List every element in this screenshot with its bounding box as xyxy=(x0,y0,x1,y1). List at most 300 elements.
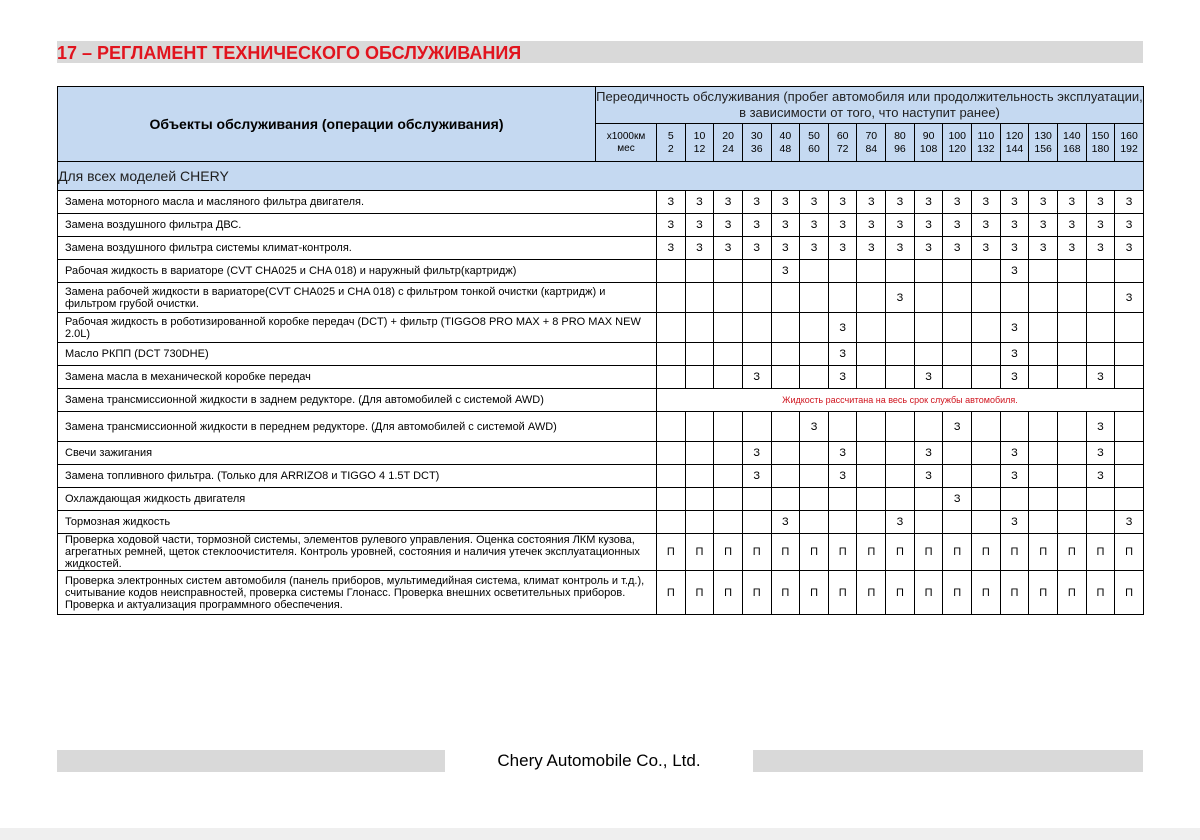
interval-cell xyxy=(800,465,829,488)
interval-km: 140 xyxy=(1063,129,1081,142)
interval-cell: П xyxy=(657,571,686,615)
interval-cell xyxy=(1000,412,1029,442)
interval-cell: З xyxy=(914,465,943,488)
interval-cell: З xyxy=(685,191,714,214)
interval-cell xyxy=(771,488,800,511)
interval-cell: З xyxy=(771,237,800,260)
interval-cell: З xyxy=(1000,260,1029,283)
unit-header xyxy=(596,124,657,162)
interval-cell xyxy=(742,511,771,534)
interval-header xyxy=(1057,124,1086,162)
interval-cell xyxy=(1029,343,1058,366)
interval-km: 20 xyxy=(722,129,734,142)
interval-cell xyxy=(972,511,1001,534)
interval-cell: З xyxy=(742,191,771,214)
interval-cell xyxy=(657,366,686,389)
table-row xyxy=(58,571,1144,615)
interval-cell xyxy=(1029,283,1058,313)
interval-header xyxy=(771,124,800,162)
interval-cell xyxy=(1000,488,1029,511)
interval-cell xyxy=(886,442,915,465)
interval-cell: З xyxy=(914,366,943,389)
interval-cell: П xyxy=(657,534,686,571)
interval-cell xyxy=(857,488,886,511)
interval-month: 120 xyxy=(948,142,966,155)
operation-label: Замена моторного масла и масляного фильтра двигателя. xyxy=(58,191,657,214)
interval-header xyxy=(972,124,1001,162)
interval-cell xyxy=(886,343,915,366)
interval-cell xyxy=(685,412,714,442)
interval-cell: П xyxy=(1000,534,1029,571)
interval-cell: З xyxy=(857,214,886,237)
interval-cell xyxy=(657,511,686,534)
interval-cell xyxy=(1115,442,1144,465)
interval-cell xyxy=(1086,511,1115,534)
operation-label: Рабочая жидкость в вариаторе (CVT CHA025 и CHA 018) и наружный фильтр(картридж) xyxy=(58,260,657,283)
interval-km: 70 xyxy=(865,129,878,142)
interval-cell xyxy=(1057,313,1086,343)
table-row xyxy=(58,511,1144,534)
interval-cell: П xyxy=(1029,571,1058,615)
interval-cell xyxy=(771,343,800,366)
interval-cell: З xyxy=(714,214,743,237)
interval-cell: П xyxy=(886,534,915,571)
interval-cell: З xyxy=(742,366,771,389)
interval-cell xyxy=(943,366,972,389)
interval-cell: З xyxy=(914,237,943,260)
operation-label: Проверка ходовой части, тормозной системы, элементов рулевого управления. Оценка состояния ЛКМ кузова, агрегатных ремней, щеток стеклоочистителя. Контроль уровней, состояния и наличия утечек эксплуатационных жидкостей. xyxy=(58,534,657,571)
interval-cell xyxy=(771,465,800,488)
interval-cell xyxy=(1057,488,1086,511)
interval-cell: З xyxy=(943,214,972,237)
table-row xyxy=(58,260,1144,283)
interval-month: 24 xyxy=(722,142,734,155)
interval-cell xyxy=(857,366,886,389)
interval-cell xyxy=(714,313,743,343)
interval-cell xyxy=(1086,313,1115,343)
interval-cell: З xyxy=(1115,191,1144,214)
interval-cell xyxy=(657,343,686,366)
page-title: 17 – РЕГЛАМЕНТ ТЕХНИЧЕСКОГО ОБСЛУЖИВАНИЯ xyxy=(57,43,522,63)
interval-cell: П xyxy=(742,571,771,615)
interval-cell xyxy=(1086,283,1115,313)
interval-km: 90 xyxy=(922,129,935,142)
interval-cell: З xyxy=(1115,283,1144,313)
interval-cell xyxy=(685,465,714,488)
interval-cell xyxy=(886,313,915,343)
interval-cell: П xyxy=(714,534,743,571)
interval-header xyxy=(943,124,972,162)
table-row xyxy=(58,442,1144,465)
table-row xyxy=(58,237,1144,260)
interval-cell xyxy=(771,283,800,313)
interval-cell xyxy=(771,366,800,389)
interval-cell: З xyxy=(828,465,857,488)
interval-km: 120 xyxy=(1005,129,1024,142)
interval-cell: П xyxy=(828,571,857,615)
interval-cell: З xyxy=(714,237,743,260)
table-row xyxy=(58,214,1144,237)
interval-cell: З xyxy=(742,237,771,260)
table-row xyxy=(58,389,1144,412)
table-row xyxy=(58,465,1144,488)
interval-cell: З xyxy=(828,366,857,389)
interval-cell: П xyxy=(828,534,857,571)
interval-cell xyxy=(742,313,771,343)
interval-cell xyxy=(886,366,915,389)
interval-cell xyxy=(972,412,1001,442)
interval-cell: З xyxy=(771,260,800,283)
interval-cell xyxy=(1057,260,1086,283)
interval-cell: П xyxy=(943,571,972,615)
interval-cell xyxy=(1057,511,1086,534)
interval-cell: З xyxy=(657,237,686,260)
interval-km: 60 xyxy=(836,129,849,142)
interval-cell: З xyxy=(800,412,829,442)
interval-cell: З xyxy=(886,191,915,214)
interval-cell xyxy=(972,465,1001,488)
interval-cell: З xyxy=(972,214,1001,237)
interval-km: 10 xyxy=(693,129,706,142)
interval-cell xyxy=(857,260,886,283)
table-row xyxy=(58,343,1144,366)
section-label: Для всех моделей CHERY xyxy=(58,162,1144,191)
operation-label: Замена воздушного фильтра ДВС. xyxy=(58,214,657,237)
unit-km: х1000км xyxy=(606,130,646,142)
interval-cell: З xyxy=(1086,214,1115,237)
interval-cell xyxy=(857,283,886,313)
interval-cell xyxy=(685,313,714,343)
interval-cell xyxy=(800,366,829,389)
interval-cell: З xyxy=(1057,237,1086,260)
interval-cell: П xyxy=(714,571,743,615)
interval-cell xyxy=(685,511,714,534)
interval-cell xyxy=(943,260,972,283)
interval-cell: З xyxy=(657,191,686,214)
interval-cell: З xyxy=(1115,237,1144,260)
interval-cell xyxy=(828,283,857,313)
interval-header xyxy=(1115,124,1144,162)
interval-cell xyxy=(1029,488,1058,511)
interval-cell xyxy=(742,283,771,313)
objects-header: Объекты обслуживания (операции обслуживания) xyxy=(58,87,596,162)
interval-header xyxy=(914,124,943,162)
interval-cell: З xyxy=(771,191,800,214)
operation-label: Проверка электронных систем автомобиля (панель приборов, мультимедийная система, климат контроль и т.д.), считывание кодов неисправностей, проверка системы Глонасс. Проверка внешних осветительных приборов. Проверка и актуализация программного обеспечения. xyxy=(58,571,657,615)
interval-month: 156 xyxy=(1034,142,1052,155)
lifetime-note: Жидкость рассчитана на весь срок службы автомобиля. xyxy=(657,389,1144,412)
interval-cell xyxy=(1029,412,1058,442)
operation-label: Масло РКПП (DCT 730DHE) xyxy=(58,343,657,366)
interval-cell xyxy=(857,412,886,442)
interval-month: 180 xyxy=(1091,142,1110,155)
interval-cell xyxy=(657,313,686,343)
operation-label: Замена рабочей жидкости в вариаторе(CVT CHA025 и CHA 018) с фильтром тонкой очистки (картридж) и фильтром грубой очистки. xyxy=(58,283,657,313)
interval-cell xyxy=(742,260,771,283)
interval-cell: З xyxy=(972,237,1001,260)
interval-cell xyxy=(1115,412,1144,442)
interval-cell: З xyxy=(1000,237,1029,260)
maintenance-table-body xyxy=(58,87,1144,615)
interval-cell: З xyxy=(828,191,857,214)
interval-cell: З xyxy=(657,214,686,237)
interval-cell xyxy=(800,283,829,313)
interval-cell: З xyxy=(943,237,972,260)
interval-cell: З xyxy=(1086,237,1115,260)
interval-cell: З xyxy=(828,442,857,465)
interval-cell: З xyxy=(886,283,915,313)
operation-label: Тормозная жидкость xyxy=(58,511,657,534)
interval-cell xyxy=(800,313,829,343)
interval-cell xyxy=(714,465,743,488)
interval-month: 144 xyxy=(1005,142,1024,155)
period-header: Переодичность обслуживания (пробег автомобиля или продолжительность эксплуатации, в зависимости от того, что наступит ранее) xyxy=(596,87,1144,124)
interval-cell xyxy=(943,343,972,366)
interval-header xyxy=(828,124,857,162)
interval-cell xyxy=(972,366,1001,389)
interval-cell xyxy=(1057,465,1086,488)
interval-cell xyxy=(914,488,943,511)
interval-cell xyxy=(685,283,714,313)
interval-header xyxy=(685,124,714,162)
interval-cell xyxy=(800,488,829,511)
interval-cell: З xyxy=(771,214,800,237)
interval-cell xyxy=(914,511,943,534)
interval-cell xyxy=(1029,511,1058,534)
interval-cell: З xyxy=(742,442,771,465)
interval-cell: З xyxy=(914,442,943,465)
interval-cell: П xyxy=(914,534,943,571)
interval-cell xyxy=(657,442,686,465)
interval-cell: З xyxy=(742,465,771,488)
interval-cell xyxy=(857,465,886,488)
interval-cell xyxy=(857,442,886,465)
interval-cell xyxy=(771,313,800,343)
interval-cell xyxy=(857,343,886,366)
interval-cell: З xyxy=(1029,237,1058,260)
interval-month: 60 xyxy=(808,142,820,155)
interval-cell xyxy=(828,511,857,534)
table-row xyxy=(58,313,1144,343)
interval-cell xyxy=(914,412,943,442)
interval-cell: З xyxy=(914,214,943,237)
interval-cell xyxy=(914,283,943,313)
interval-cell: П xyxy=(685,571,714,615)
interval-km: 30 xyxy=(750,129,763,142)
table-row xyxy=(58,191,1144,214)
section-row xyxy=(58,162,1144,191)
interval-cell: П xyxy=(742,534,771,571)
interval-cell: П xyxy=(943,534,972,571)
interval-cell: З xyxy=(828,343,857,366)
footer-bar-right xyxy=(753,750,1143,772)
interval-cell: З xyxy=(828,237,857,260)
interval-cell xyxy=(828,412,857,442)
operation-label: Замена трансмиссионной жидкости в заднем редукторе. (Для автомобилей с системой AWD) xyxy=(58,389,657,412)
interval-cell xyxy=(1115,488,1144,511)
interval-cell: З xyxy=(800,214,829,237)
interval-cell: З xyxy=(742,214,771,237)
interval-cell: З xyxy=(1086,442,1115,465)
interval-cell xyxy=(742,343,771,366)
interval-cell xyxy=(1057,412,1086,442)
interval-km: 150 xyxy=(1091,129,1110,142)
interval-cell xyxy=(1057,283,1086,313)
interval-cell xyxy=(1029,366,1058,389)
interval-cell xyxy=(800,442,829,465)
operation-label: Замена масла в механической коробке передач xyxy=(58,366,657,389)
interval-cell: П xyxy=(1000,571,1029,615)
interval-cell: З xyxy=(1000,511,1029,534)
interval-cell: З xyxy=(800,237,829,260)
interval-cell xyxy=(657,488,686,511)
interval-cell xyxy=(714,260,743,283)
interval-cell: П xyxy=(800,534,829,571)
interval-cell: П xyxy=(914,571,943,615)
interval-header xyxy=(657,124,686,162)
interval-cell xyxy=(714,343,743,366)
interval-month: 84 xyxy=(865,142,878,155)
interval-cell xyxy=(1057,366,1086,389)
interval-cell: П xyxy=(1029,534,1058,571)
interval-cell: З xyxy=(1115,214,1144,237)
interval-km: 80 xyxy=(894,129,906,142)
interval-month: 48 xyxy=(779,142,792,155)
interval-cell: З xyxy=(886,214,915,237)
interval-cell xyxy=(828,488,857,511)
table-row xyxy=(58,283,1144,313)
interval-cell xyxy=(943,511,972,534)
interval-km: 50 xyxy=(808,129,820,142)
interval-cell xyxy=(742,412,771,442)
interval-month: 108 xyxy=(919,142,938,155)
interval-cell: З xyxy=(1057,214,1086,237)
interval-km: 110 xyxy=(977,129,995,142)
interval-cell xyxy=(1115,313,1144,343)
operation-label: Свечи зажигания xyxy=(58,442,657,465)
interval-cell xyxy=(857,511,886,534)
interval-cell xyxy=(914,343,943,366)
interval-km: 130 xyxy=(1034,129,1052,142)
interval-cell: З xyxy=(685,214,714,237)
interval-cell xyxy=(1115,260,1144,283)
interval-cell: П xyxy=(1086,571,1115,615)
interval-cell xyxy=(1086,343,1115,366)
interval-header xyxy=(1000,124,1029,162)
maintenance-table xyxy=(57,86,1144,615)
table-row xyxy=(58,534,1144,571)
interval-cell: П xyxy=(771,571,800,615)
interval-cell: П xyxy=(886,571,915,615)
interval-cell xyxy=(800,260,829,283)
interval-header xyxy=(857,124,886,162)
interval-cell: П xyxy=(1057,571,1086,615)
interval-cell: З xyxy=(1029,191,1058,214)
interval-cell: З xyxy=(714,191,743,214)
interval-cell xyxy=(771,412,800,442)
interval-cell xyxy=(943,442,972,465)
interval-cell xyxy=(714,511,743,534)
interval-cell: З xyxy=(972,191,1001,214)
interval-cell xyxy=(886,260,915,283)
interval-cell xyxy=(657,260,686,283)
interval-cell xyxy=(771,442,800,465)
interval-cell: З xyxy=(1057,191,1086,214)
table-row xyxy=(58,366,1144,389)
interval-header xyxy=(742,124,771,162)
interval-cell xyxy=(1115,366,1144,389)
interval-cell: З xyxy=(771,511,800,534)
operation-label: Замена топливного фильтра. (Только для ARRIZO8 и TIGGO 4 1.5T DCT) xyxy=(58,465,657,488)
footer-company: Chery Automobile Co., Ltd. xyxy=(497,751,701,770)
interval-cell xyxy=(914,313,943,343)
interval-month: 192 xyxy=(1120,142,1138,155)
interval-cell xyxy=(972,313,1001,343)
interval-cell xyxy=(828,260,857,283)
interval-cell xyxy=(886,488,915,511)
operation-label: Рабочая жидкость в роботизированной коробке передач (DCT) + фильтр (TIGGO8 PRO MAX + 8 PRO MAX NEW 2.0L) xyxy=(58,313,657,343)
interval-cell xyxy=(886,465,915,488)
interval-cell xyxy=(972,260,1001,283)
interval-cell xyxy=(800,343,829,366)
interval-cell xyxy=(714,283,743,313)
interval-cell: П xyxy=(1086,534,1115,571)
interval-cell xyxy=(742,488,771,511)
interval-cell xyxy=(972,283,1001,313)
interval-cell: З xyxy=(914,191,943,214)
interval-cell: З xyxy=(1000,313,1029,343)
table-row xyxy=(58,412,1144,442)
interval-cell: З xyxy=(1086,465,1115,488)
interval-cell: З xyxy=(886,511,915,534)
interval-cell: П xyxy=(972,534,1001,571)
interval-cell: З xyxy=(1000,366,1029,389)
operation-label: Замена трансмиссионной жидкости в переднем редукторе. (Для автомобилей с системой AWD) xyxy=(58,412,657,442)
interval-cell: П xyxy=(857,571,886,615)
interval-cell xyxy=(1000,283,1029,313)
interval-cell xyxy=(714,366,743,389)
interval-cell: П xyxy=(1057,534,1086,571)
footer-bar-left xyxy=(57,750,445,772)
interval-cell: З xyxy=(943,412,972,442)
interval-month: 132 xyxy=(977,142,995,155)
interval-cell: З xyxy=(1000,343,1029,366)
interval-cell: З xyxy=(1115,511,1144,534)
interval-month: 168 xyxy=(1063,142,1081,155)
unit-month: мес xyxy=(617,142,635,154)
operation-label: Замена воздушного фильтра системы климат-контроля. xyxy=(58,237,657,260)
interval-cell xyxy=(943,465,972,488)
interval-cell xyxy=(800,511,829,534)
interval-cell: З xyxy=(1086,412,1115,442)
interval-cell: З xyxy=(886,237,915,260)
interval-cell xyxy=(685,343,714,366)
interval-header xyxy=(1029,124,1058,162)
interval-cell: П xyxy=(857,534,886,571)
interval-cell: З xyxy=(857,237,886,260)
interval-cell xyxy=(657,465,686,488)
interval-cell: З xyxy=(1000,442,1029,465)
interval-cell: З xyxy=(828,214,857,237)
interval-cell: З xyxy=(1086,366,1115,389)
interval-cell: П xyxy=(972,571,1001,615)
interval-cell: З xyxy=(1086,191,1115,214)
interval-header xyxy=(714,124,743,162)
interval-cell xyxy=(943,283,972,313)
interval-header xyxy=(1086,124,1115,162)
interval-km: 40 xyxy=(779,129,792,142)
interval-cell: З xyxy=(1000,465,1029,488)
